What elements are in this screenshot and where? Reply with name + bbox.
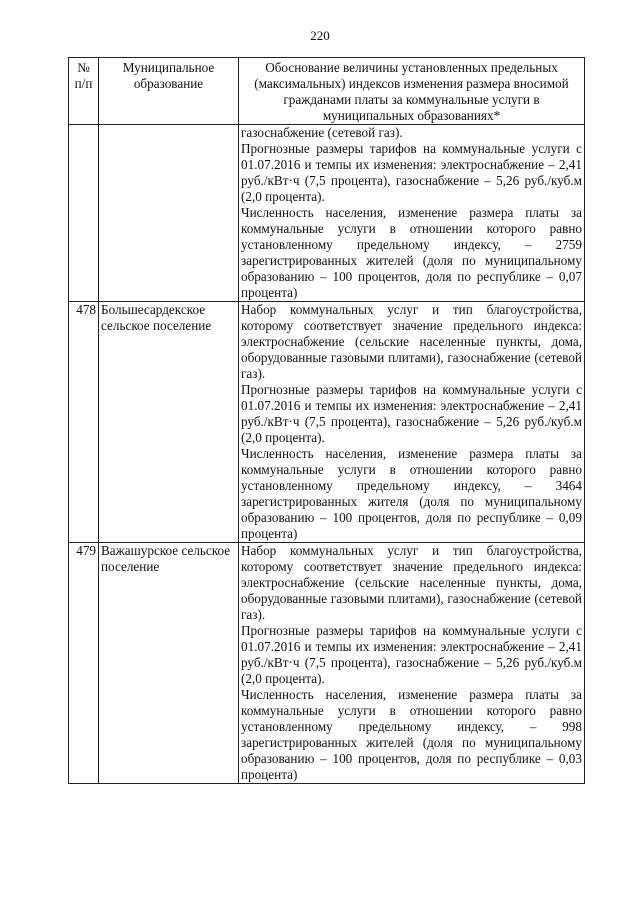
table-row-478: [69, 302, 585, 543]
row-number: 479: [69, 543, 99, 784]
row-justification-cell: [239, 125, 585, 302]
justification-paragraph: Набор коммунальных услуг и тип благоустройства, которому соответствует значение предельного индекса: электроснабжение (сельские населенные пункты, дома, оборудованные газовыми плитами), газоснабжение (сетевой газ).: [241, 543, 582, 622]
justification-paragraph: Набор коммунальных услуг и тип благоустройства, которому соответствует значение предельного индекса: электроснабжение (сельские населенные пункты, дома, оборудованные газовыми плитами), газоснабжение (сетевой газ).: [241, 302, 582, 381]
header-municipality: Муниципальное образование: [99, 58, 239, 125]
row-municipality: Важашурское сельское поселение: [99, 543, 239, 784]
row-number: 478: [69, 302, 99, 543]
row-justification-cell: [239, 302, 585, 543]
table-header-row: [69, 58, 585, 125]
row-municipality-cell: [99, 125, 239, 302]
justification-paragraph: Численность населения, изменение размера платы за коммунальные услуги в отношении которого равно установленному предельному индексу, – 3464 зарегистрированных жителя (доля по муниципальному образованию – 100 процентов, доля по республике – 0,09 процента): [241, 446, 582, 541]
tariff-index-table: [68, 57, 585, 784]
justification-paragraph: Прогнозные размеры тарифов на коммунальные услуги с 01.07.2016 и темпы их изменения: электроснабжение – 2,41 руб./кВт·ч (7,5 процента), газоснабжение – 5,26 руб./куб.м (2,0 процента).: [241, 382, 582, 445]
row-municipality: Большесардекское сельское поселение: [99, 302, 239, 543]
justification-paragraph: Прогнозные размеры тарифов на коммунальные услуги с 01.07.2016 и темпы их изменения: электроснабжение – 2,41 руб./кВт·ч (7,5 процента), газоснабжение – 5,26 руб./куб.м (2,0 процента).: [241, 623, 582, 686]
header-justification: Обоснование величины установленных предельных (максимальных) индексов изменения размера вносимой гражданами платы за коммунальные услуги в муниципальных образованиях*: [239, 58, 585, 125]
justification-paragraph: Численность населения, изменение размера платы за коммунальные услуги в отношении которого равно установленному предельному индексу, – 998 зарегистрированных жителей (доля по муниципальному образованию – 100 процентов, доля по республике – 0,03 процента): [241, 687, 582, 782]
page-number: 220: [310, 28, 330, 43]
justification-paragraph: Прогнозные размеры тарифов на коммунальные услуги с 01.07.2016 и темпы их изменения: электроснабжение – 2,41 руб./кВт·ч (7,5 процента), газоснабжение – 5,26 руб./куб.м (2,0 процента).: [241, 141, 582, 204]
header-number: № п/п: [69, 58, 99, 125]
row-justification-cell: [239, 543, 585, 784]
table-row-479: [69, 543, 585, 784]
justification-paragraph: Численность населения, изменение размера платы за коммунальные услуги в отношении которого равно установленному предельному индексу, – 2759 зарегистрированных жителей (доля по муниципальному образованию – 100 процентов, доля по республике – 0,07 процента): [241, 205, 582, 300]
row-number-cell: [69, 125, 99, 302]
justification-paragraph: газоснабжение (сетевой газ).: [241, 125, 403, 140]
table-row-continued: [69, 125, 585, 302]
